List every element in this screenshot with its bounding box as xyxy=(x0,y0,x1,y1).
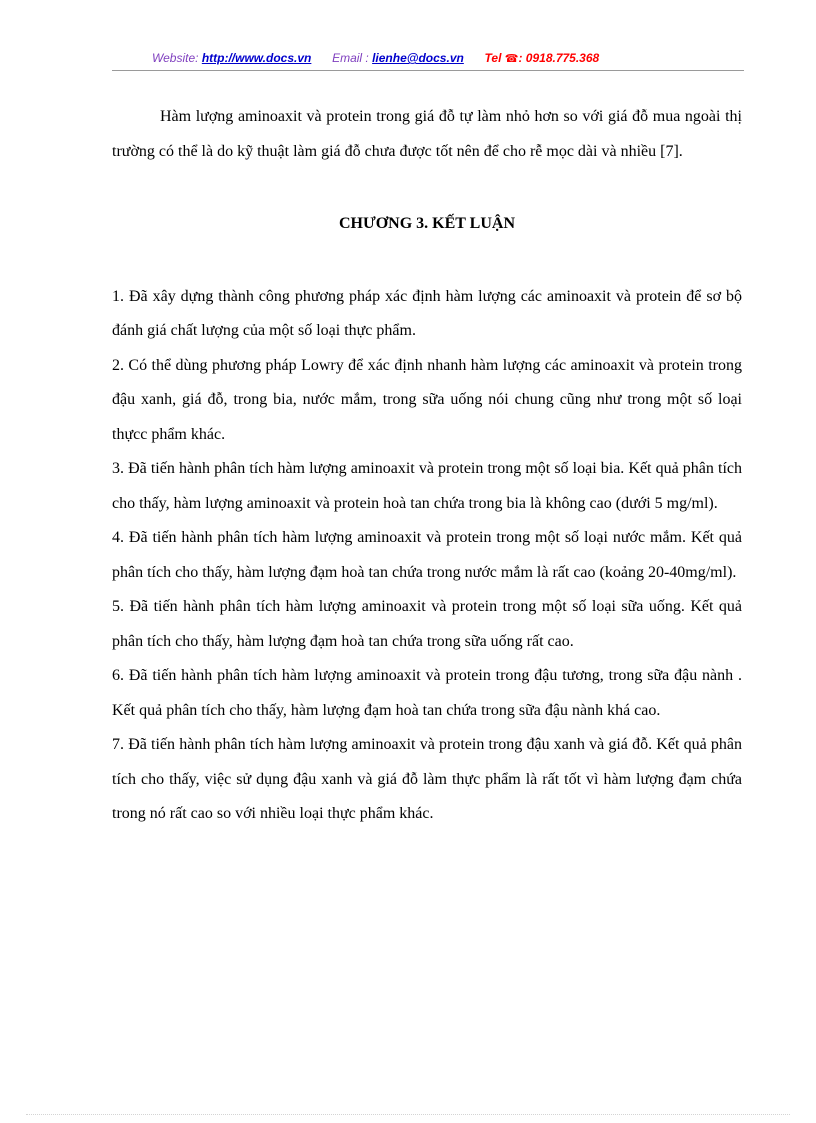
chapter-title: CHƯƠNG 3. KẾT LUẬN xyxy=(338,215,515,232)
tel-label: Tel xyxy=(484,51,502,65)
conclusion-item-1: 1. Đã xây dựng thành công phương pháp xác định hàm lượng các aminoaxit và protein để sơ bộ đánh giá chất lượng của một số loại thực phẩm. xyxy=(112,287,742,339)
page-header xyxy=(112,51,744,73)
website-label: Website: xyxy=(152,51,199,65)
document-body xyxy=(112,100,742,832)
page-bottom-border xyxy=(26,1114,790,1115)
conclusion-item-5: 5. Đã tiến hành phân tích hàm lượng aminoaxit và protein trong một số loại sữa uống. Kết quả phân tích cho thấy, hàm lượng đạm hoà tan chứa trong sữa uống rất cao. xyxy=(112,598,742,650)
conclusion-item-2: 2. Có thể dùng phương pháp Lowry để xác định nhanh hàm lượng các aminoaxit và protein trong đậu xanh, giá đỗ, trong bia, nước mắm, trong sữa uống nói chung cũng như trong một số loại thựcc phẩm khác. xyxy=(112,356,742,443)
conclusion-item-3: 3. Đã tiến hành phân tích hàm lượng aminoaxit và protein trong một số loại bia. Kết quả phân tích cho thấy, hàm lượng aminoaxit và protein hoà tan chứa trong bia là không cao (dưới 5 mg/ml). xyxy=(112,460,742,512)
phone-number: : 0918.775.368 xyxy=(518,51,600,65)
email-link[interactable]: lienhe@docs.vn xyxy=(372,51,464,65)
email-label: Email : xyxy=(332,51,369,65)
website-link[interactable]: http://www.docs.vn xyxy=(201,51,312,65)
intro-paragraph: Hàm lượng aminoaxit và protein trong giá đỗ tự làm nhỏ hơn so với giá đỗ mua ngoài thị trường có thể là do kỹ thuật làm giá đỗ chưa được tốt nên để cho rễ mọc dài và nhiều [7]. xyxy=(112,108,742,160)
header-divider xyxy=(112,70,744,71)
conclusion-item-7: 7. Đã tiến hành phân tích hàm lượng aminoaxit và protein trong đậu xanh và giá đỗ. Kết quả phân tích cho thấy, việc sử dụng đậu xanh và giá đỗ làm thực phẩm là rất tốt vì hàm lượng đạm chứa trong nó rất cao so với nhiều loại thực phẩm khác. xyxy=(112,736,742,822)
conclusion-item-6: 6. Đã tiến hành phân tích hàm lượng aminoaxit và protein trong đậu tương, trong sữa đậu nành . Kết quả phân tích cho thấy, hàm lượng đạm hoà tan chứa trong sữa đậu nành khá cao. xyxy=(112,667,742,719)
phone-icon: ☎ xyxy=(504,53,519,65)
conclusion-item-4: 4. Đã tiến hành phân tích hàm lượng aminoaxit và protein trong một số loại nước mắm. Kết quả phân tích cho thấy, hàm lượng đạm hoà tan chứa trong nước mắm là rất cao (koảng 20-40mg/ml). xyxy=(112,529,742,581)
header-contact-line xyxy=(152,51,599,65)
